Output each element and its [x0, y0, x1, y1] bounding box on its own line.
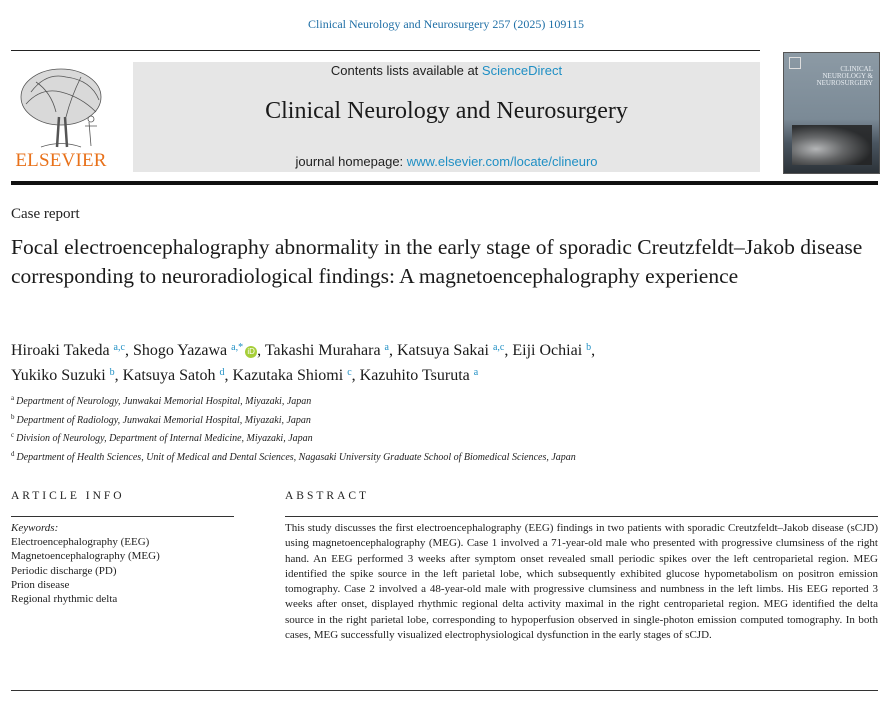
- homepage-prefix: journal homepage:: [295, 154, 407, 169]
- author-separator: ,: [591, 342, 596, 359]
- article-info-heading: ARTICLE INFO: [11, 490, 125, 502]
- contents-available-line: [133, 63, 760, 78]
- keyword-item: Electroencephalography (EEG): [11, 536, 150, 549]
- keywords-label: Keywords:: [11, 522, 59, 534]
- affiliation-text: Department of Health Sciences, Unit of Medical and Dental Sciences, Nagasaki University Graduate School of Biomedical Sciences, Japan: [16, 451, 576, 463]
- paper-title: Focal electroencephalography abnormality in the early stage of sporadic Creutzfeldt–Jakob disease corresponding to neuroradiological findings: A magnetoencephalography experience: [11, 235, 863, 288]
- elsevier-wordmark[interactable]: ELSEVIER: [15, 150, 107, 171]
- author-separator: ,: [389, 342, 397, 359]
- author-list: [11, 337, 871, 387]
- cover-title-line: NEUROSURGERY: [816, 79, 873, 87]
- cover-title-line: NEUROLOGY &: [822, 72, 873, 80]
- author-affiliation-ref[interactable]: b: [109, 367, 115, 378]
- author-affiliation-ref[interactable]: a,c: [113, 342, 125, 353]
- author-separator: ,: [351, 367, 360, 384]
- journal-title: Clinical Neurology and Neurosurgery: [265, 98, 628, 124]
- affiliation-key: d: [11, 449, 15, 458]
- abstract-heading: ABSTRACT: [285, 490, 370, 502]
- affiliation-item: [11, 428, 871, 447]
- masthead-divider: [11, 181, 878, 185]
- author-separator: ,: [504, 342, 513, 359]
- journal-homepage-link[interactable]: www.elsevier.com/locate/clineuro: [406, 154, 598, 169]
- affiliation-key: a: [11, 394, 15, 402]
- author-name[interactable]: Kazutaka Shiomi: [232, 367, 344, 384]
- abstract-bottom-divider: [11, 690, 878, 691]
- affiliation-item: [11, 391, 871, 410]
- keyword-item: Prion disease: [11, 578, 70, 591]
- author-name[interactable]: Katsuya Sakai: [397, 342, 489, 359]
- orcid-icon[interactable]: iD: [245, 346, 257, 358]
- affiliation-text: Department of Radiology, Junwakai Memorial Hospital, Miyazaki, Japan: [16, 414, 311, 426]
- author-name[interactable]: Eiji Ochiai: [512, 342, 583, 359]
- author-separator: ,: [114, 367, 123, 384]
- article-info-divider: [11, 516, 234, 517]
- affiliation-item: [11, 447, 871, 466]
- keyword-item: Magnetoencephalography (MEG): [11, 550, 160, 563]
- journal-cover-image[interactable]: [783, 52, 880, 174]
- sciencedirect-link[interactable]: ScienceDirect: [481, 63, 563, 78]
- author-name[interactable]: Katsuya Satoh: [122, 367, 216, 384]
- author-separator: ,: [124, 342, 133, 359]
- journal-citation[interactable]: Clinical Neurology and Neurosurgery 257 (2025) 109115: [308, 17, 584, 31]
- article-type: Case report: [11, 206, 80, 222]
- author-name[interactable]: Takashi Murahara: [264, 342, 381, 359]
- keyword-item: Periodic discharge (PD): [11, 564, 117, 577]
- cover-publisher-mark: [789, 57, 801, 69]
- abstract-text: This study discusses the first electroencephalography (EEG) findings in two patients with sporadic Creutzfeldt–Jakob disease (sCJD) using magnetoencephalography (MEG). Case 1 involved a 71-year-old male who presented with progressive clumsiness of the right hand. An EEG performed 3 weeks after symptom onset revealed small periodic spikes over the left centroparietal region. MEG identified the spike source in the left parietal lobe, which subsequently exhibited glucose hypometabolism on positron emission tomography. Case 2 involved a 48-year-old male with progressive clumsiness and numbness in the left limbs. His EEG reported 3 weeks after onset, displayed rhythmic regional delta activity maximal in the right centroparietal region. MEG identified the delta source in the right parietal lobe, corresponding to hypoperfusion observed in single-photon emission computed tomography. In both cases, MEG successfully visualized electrophysiological dysfunction in the early stages of sCJD.: [285, 522, 878, 642]
- cover-title: [817, 66, 873, 87]
- author-separator: ,: [257, 342, 265, 359]
- author-affiliation-ref[interactable]: a: [473, 367, 479, 378]
- affiliation-list: [11, 391, 871, 465]
- author-affiliation-ref[interactable]: a,*: [231, 342, 244, 353]
- author-affiliation-ref[interactable]: a: [384, 342, 389, 353]
- author-affiliation-ref[interactable]: b: [586, 342, 592, 353]
- author-name[interactable]: Yukiko Suzuki: [11, 367, 106, 384]
- header-divider: [11, 50, 760, 51]
- author-name[interactable]: Kazuhito Tsuruta: [359, 367, 470, 384]
- affiliation-key: b: [11, 412, 15, 421]
- cover-title-line: CLINICAL: [840, 65, 873, 73]
- journal-banner: [133, 62, 760, 172]
- journal-homepage-line: [133, 154, 760, 169]
- author-affiliation-ref[interactable]: c: [347, 367, 352, 378]
- abstract-divider: [285, 516, 878, 517]
- keywords-block: [11, 521, 234, 606]
- author-affiliation-ref[interactable]: a,c: [492, 342, 505, 353]
- author-name[interactable]: Hiroaki Takeda: [11, 342, 110, 359]
- contents-prefix: Contents lists available at: [330, 63, 482, 78]
- affiliation-text: Department of Neurology, Junwakai Memorial Hospital, Miyazaki, Japan: [16, 396, 312, 407]
- cover-brain-scan: [792, 125, 872, 165]
- author-affiliation-ref[interactable]: d: [219, 367, 225, 378]
- author-separator: ,: [224, 367, 233, 384]
- keyword-item: Regional rhythmic delta: [11, 593, 118, 606]
- affiliation-text: Division of Neurology, Department of Internal Medicine, Miyazaki, Japan: [16, 433, 313, 444]
- author-name[interactable]: Shogo Yazawa: [132, 342, 228, 359]
- affiliation-key: c: [11, 431, 15, 439]
- affiliation-item: [11, 410, 871, 429]
